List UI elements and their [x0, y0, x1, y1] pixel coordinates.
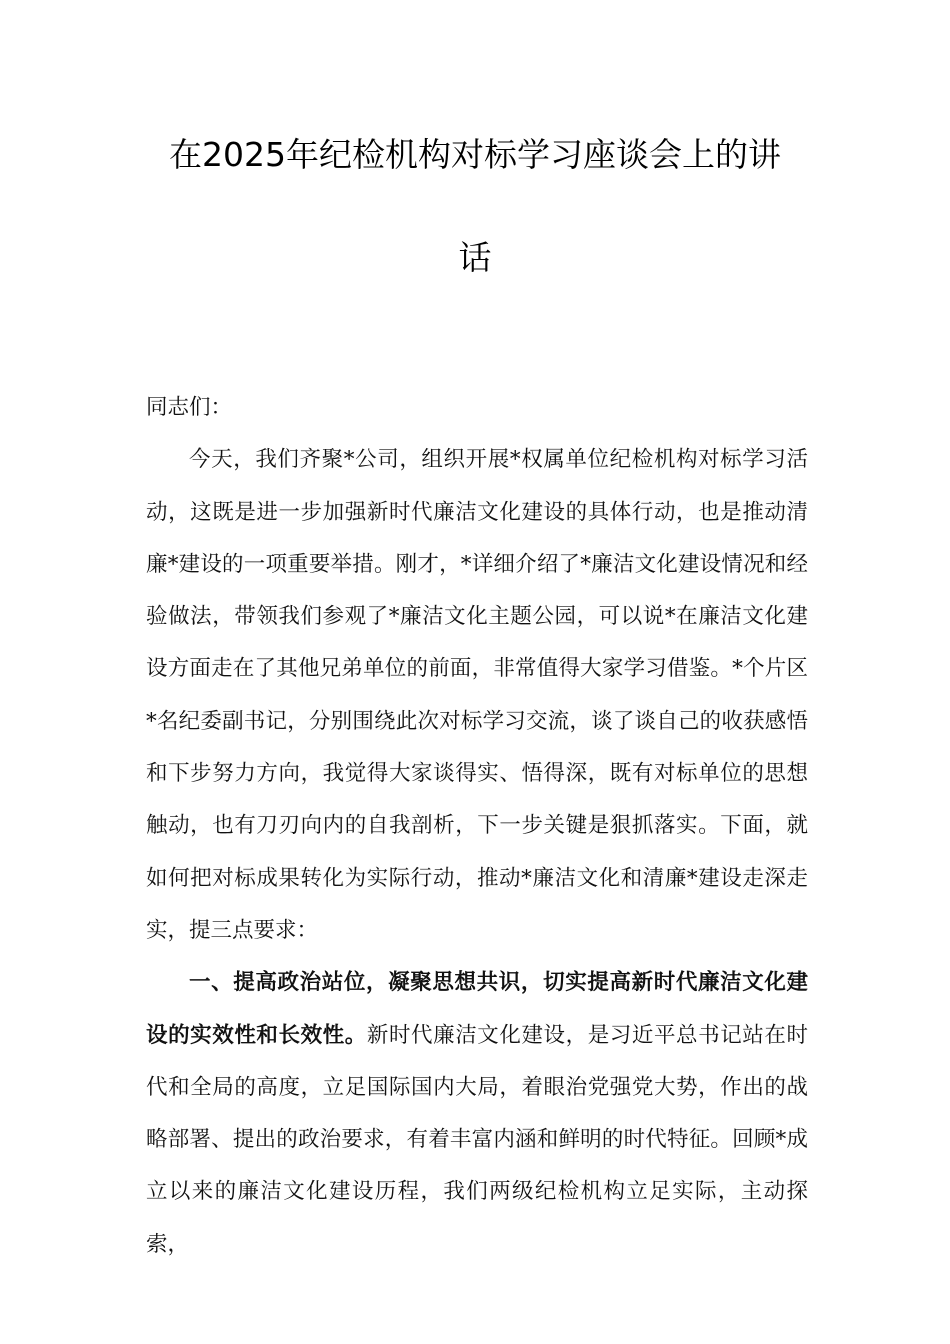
document-title-line-1: 在2025年纪检机构对标学习座谈会上的讲: [169, 135, 781, 174]
document-body: [146, 382, 808, 1271]
paragraph-section-1: [146, 957, 808, 1271]
salutation: 同志们：: [146, 395, 233, 420]
section-1-body: 新时代廉洁文化建设，是习近平总书记站在时代和全局的高度，立足国际国内大局，着眼治党强党大势，作出的战略部署、提出的政治要求，有着丰富内涵和鲜明的时代特征。回顾*成立以来的廉洁文化建设历程，我们两级纪检机构立足实际，主动探索，: [146, 1022, 808, 1257]
paragraph-intro: 今天，我们齐聚*公司，组织开展*权属单位纪检机构对标学习活动，这既是进一步加强新时代廉洁文化建设的具体行动，也是推动清廉*建设的一项重要举措。刚才，*详细介绍了*廉洁文化建设情况和经验做法，带领我们参观了*廉洁文化主题公园，可以说*在廉洁文化建设方面走在了其他兄弟单位的前面，非常值得大家学习借鉴。*个片区*名纪委副书记，分别围绕此次对标学习交流，谈了谈自己的收获感悟和下步努力方向，我觉得大家谈得实、悟得深，既有对标单位的思想触动，也有刀刃向内的自我剖析，下一步关键是狠抓落实。下面，就如何把对标成果转化为实际行动，推动*廉洁文化和清廉*建设走深走实，提三点要求：: [146, 447, 808, 943]
section-heading-1: 一、提高政治站位，凝聚思想共识，切实提高新时代廉洁文化建设的实效性和长效性。: [146, 970, 808, 1048]
document-title-line-2: 话: [458, 238, 492, 277]
